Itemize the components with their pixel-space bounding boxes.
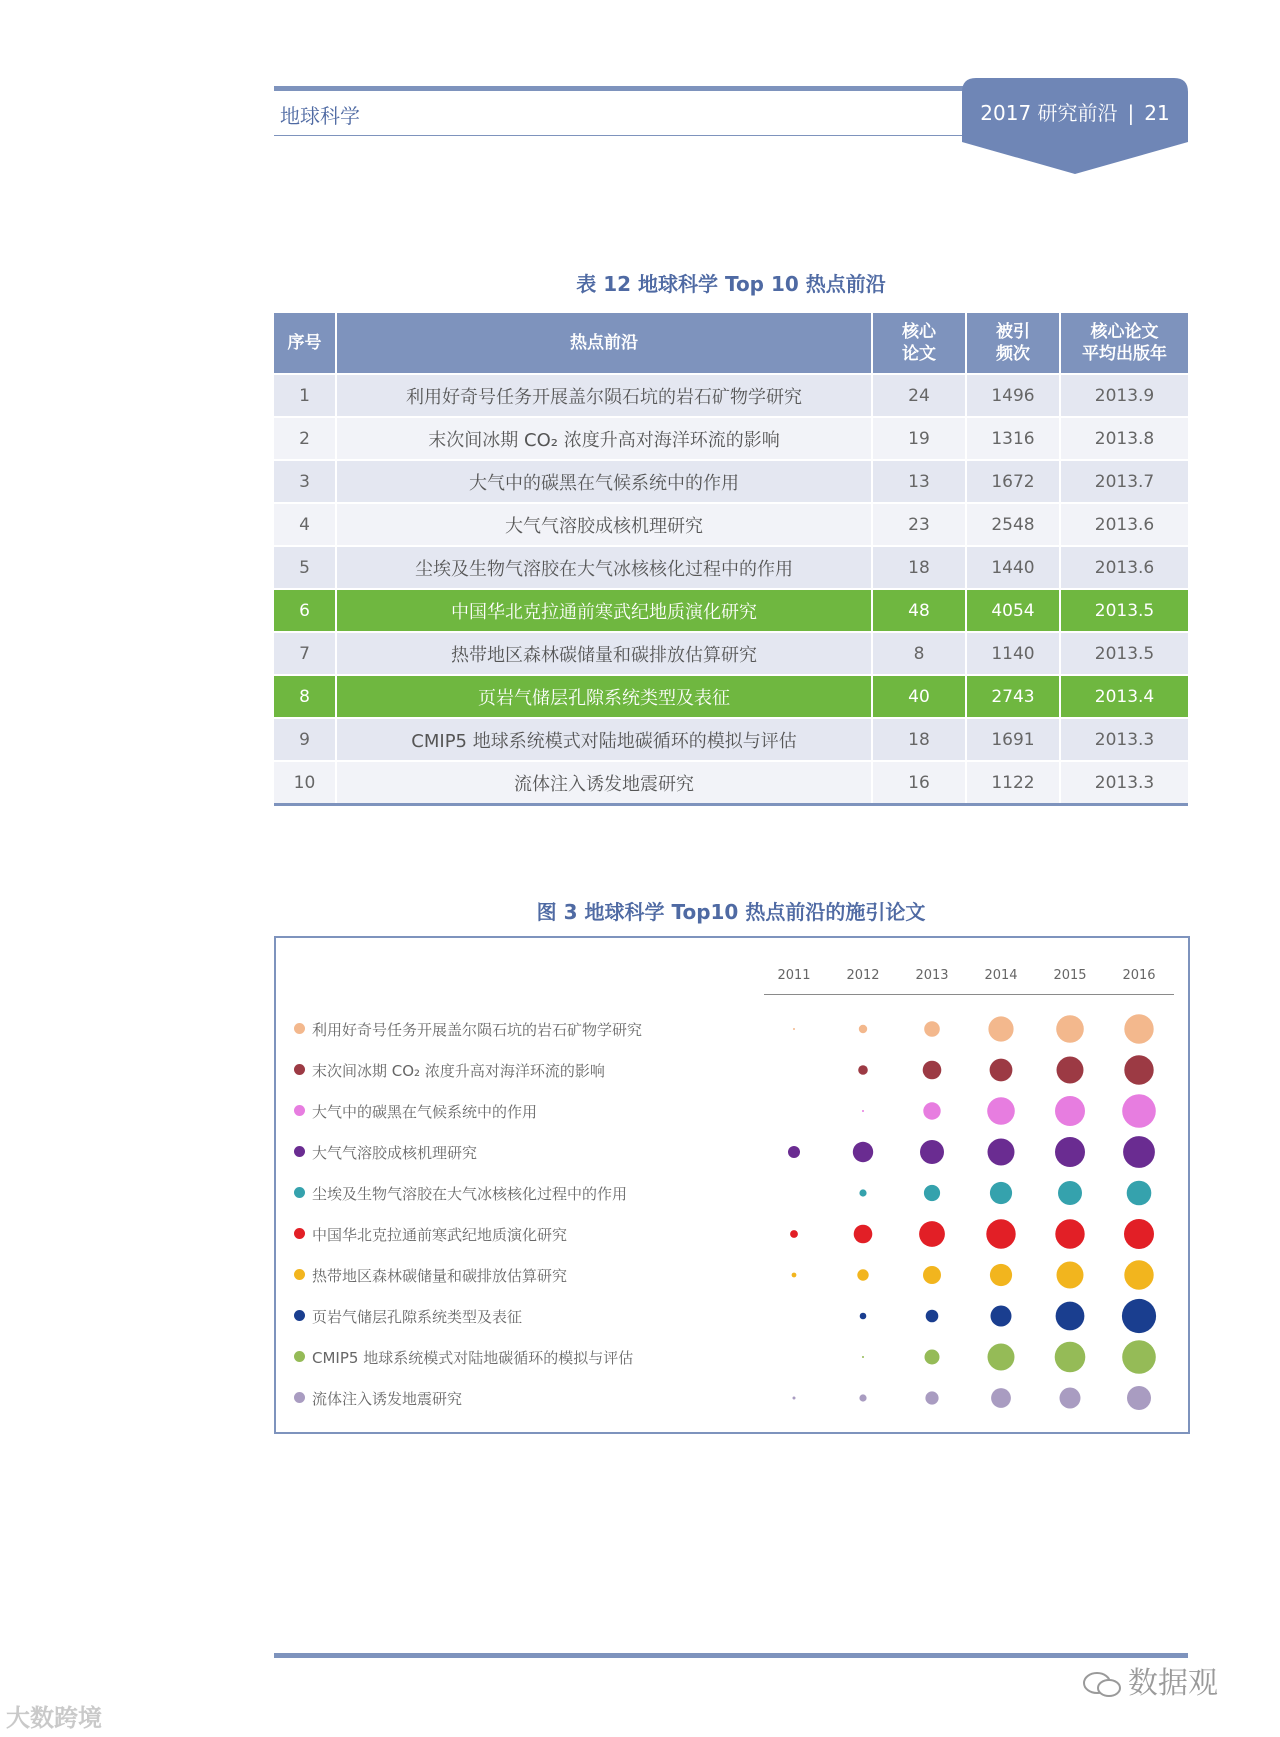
- cell-avg-year: 2013.4: [1060, 675, 1188, 718]
- legend-dot: [294, 1392, 305, 1403]
- cell-no: 2: [274, 417, 336, 460]
- cell-avg-year: 2013.5: [1060, 632, 1188, 675]
- cell-topic: 利用好奇号任务开展盖尔陨石坑的岩石矿物学研究: [336, 374, 872, 417]
- year-label: 2011: [777, 968, 811, 983]
- table-row: [274, 589, 1188, 632]
- year-axis-line: [764, 994, 1174, 995]
- legend-dot: [294, 1146, 305, 1157]
- year-label: 2015: [1053, 968, 1087, 983]
- cell-core-papers: 48: [872, 589, 966, 632]
- cell-citations: 1440: [966, 546, 1060, 589]
- table-row: [274, 546, 1188, 589]
- cell-core-papers: 24: [872, 374, 966, 417]
- legend-label: 大气气溶胶成核机理研究: [312, 1144, 478, 1162]
- cell-topic: 页岩气储层孔隙系统类型及表征: [336, 675, 872, 718]
- cell-no: 10: [274, 761, 336, 805]
- cell-no: 1: [274, 374, 336, 417]
- year-label: 2014: [984, 968, 1018, 983]
- table-row: [274, 460, 1188, 503]
- cell-topic: 尘埃及生物气溶胶在大气冰核核化过程中的作用: [336, 546, 872, 589]
- cell-no: 5: [274, 546, 336, 589]
- col-header-cites: 被引 频次: [966, 313, 1060, 374]
- chat-bubble-icon: [1082, 1670, 1122, 1700]
- legend-dot: [294, 1064, 305, 1075]
- cell-core-papers: 18: [872, 546, 966, 589]
- legend-dot: [294, 1269, 305, 1280]
- col-header-core: 核心 论文: [872, 313, 966, 374]
- legend-dot: [294, 1187, 305, 1198]
- watermark-right-text: 数据观: [1128, 1666, 1218, 1701]
- section-title: 地球科学: [280, 104, 360, 128]
- cell-avg-year: 2013.3: [1060, 718, 1188, 761]
- cell-citations: 1122: [966, 761, 1060, 805]
- cell-citations: 1691: [966, 718, 1060, 761]
- cell-topic: 末次间冰期 CO₂ 浓度升高对海洋环流的影响: [336, 417, 872, 460]
- cell-core-papers: 13: [872, 460, 966, 503]
- legend-dot: [294, 1105, 305, 1116]
- cell-avg-year: 2013.6: [1060, 546, 1188, 589]
- table-row: [274, 675, 1188, 718]
- footer-rule: [274, 1653, 1188, 1658]
- report-name: 2017 研究前沿: [980, 101, 1118, 125]
- cell-core-papers: 40: [872, 675, 966, 718]
- header-separator: |: [1127, 101, 1135, 125]
- cell-citations: 1140: [966, 632, 1060, 675]
- col-header-no: 序号: [274, 313, 336, 374]
- cell-avg-year: 2013.6: [1060, 503, 1188, 546]
- header-rule-bottom: [274, 135, 974, 136]
- cell-core-papers: 16: [872, 761, 966, 805]
- legend-label: 末次间冰期 CO₂ 浓度升高对海洋环流的影响: [312, 1062, 605, 1080]
- cell-citations: 4054: [966, 589, 1060, 632]
- cell-no: 9: [274, 718, 336, 761]
- cell-avg-year: 2013.8: [1060, 417, 1188, 460]
- cell-avg-year: 2013.3: [1060, 761, 1188, 805]
- table-row: [274, 417, 1188, 460]
- cell-no: 7: [274, 632, 336, 675]
- page-number: 21: [1144, 101, 1170, 125]
- year-label: 2016: [1122, 968, 1156, 983]
- table-row: [274, 503, 1188, 546]
- table-row: [274, 718, 1188, 761]
- cell-citations: 2548: [966, 503, 1060, 546]
- legend-label: 中国华北克拉通前寒武纪地质演化研究: [312, 1226, 568, 1244]
- header-rule-top: [274, 86, 974, 91]
- cell-topic: 热带地区森林碳储量和碳排放估算研究: [336, 632, 872, 675]
- cell-avg-year: 2013.7: [1060, 460, 1188, 503]
- legend-label: 流体注入诱发地震研究: [312, 1390, 463, 1408]
- watermark-left: 大数跨境: [6, 1704, 102, 1732]
- table-row: [274, 632, 1188, 675]
- cell-citations: 1316: [966, 417, 1060, 460]
- cell-no: 8: [274, 675, 336, 718]
- cell-core-papers: 19: [872, 417, 966, 460]
- legend-label: CMIP5 地球系统模式对陆地碳循环的模拟与评估: [312, 1349, 634, 1367]
- table-row: [274, 374, 1188, 417]
- cell-topic: CMIP5 地球系统模式对陆地碳循环的模拟与评估: [336, 718, 872, 761]
- year-axis: [764, 968, 1174, 988]
- legend-label: 大气中的碳黑在气候系统中的作用: [312, 1103, 538, 1121]
- year-label: 2012: [846, 968, 880, 983]
- cell-avg-year: 2013.5: [1060, 589, 1188, 632]
- cell-citations: 1496: [966, 374, 1060, 417]
- cell-no: 3: [274, 460, 336, 503]
- legend-dot: [294, 1310, 305, 1321]
- cell-core-papers: 18: [872, 718, 966, 761]
- table-header-row: [274, 313, 1188, 374]
- table-row: [274, 761, 1188, 805]
- header-badge: [962, 78, 1188, 174]
- legend-dot: [294, 1023, 305, 1034]
- header-badge-text: [962, 97, 1188, 126]
- col-header-topic: 热点前沿: [336, 313, 872, 374]
- cell-no: 6: [274, 589, 336, 632]
- legend-label: 热带地区森林碳储量和碳排放估算研究: [312, 1267, 568, 1285]
- legend-label: 尘埃及生物气溶胶在大气冰核核化过程中的作用: [312, 1185, 628, 1203]
- legend-dot: [294, 1351, 305, 1362]
- cell-core-papers: 8: [872, 632, 966, 675]
- watermark-right: [1082, 1658, 1218, 1702]
- legend-label: 页岩气储层孔隙系统类型及表征: [312, 1308, 523, 1326]
- table-title: 表 12 地球科学 Top 10 热点前沿: [576, 272, 886, 296]
- cell-avg-year: 2013.9: [1060, 374, 1188, 417]
- hot-fronts-table: [274, 313, 1188, 806]
- cell-citations: 1672: [966, 460, 1060, 503]
- cell-no: 4: [274, 503, 336, 546]
- cell-core-papers: 23: [872, 503, 966, 546]
- cell-topic: 中国华北克拉通前寒武纪地质演化研究: [336, 589, 872, 632]
- year-label: 2013: [915, 968, 949, 983]
- cell-topic: 流体注入诱发地震研究: [336, 761, 872, 805]
- figure-title: 图 3 地球科学 Top10 热点前沿的施引论文: [536, 900, 926, 924]
- cell-topic: 大气中的碳黑在气候系统中的作用: [336, 460, 872, 503]
- cell-topic: 大气气溶胶成核机理研究: [336, 503, 872, 546]
- cell-citations: 2743: [966, 675, 1060, 718]
- legend-label: 利用好奇号任务开展盖尔陨石坑的岩石矿物学研究: [312, 1021, 643, 1039]
- col-header-year: 核心论文 平均出版年: [1060, 313, 1188, 374]
- legend-dot: [294, 1228, 305, 1239]
